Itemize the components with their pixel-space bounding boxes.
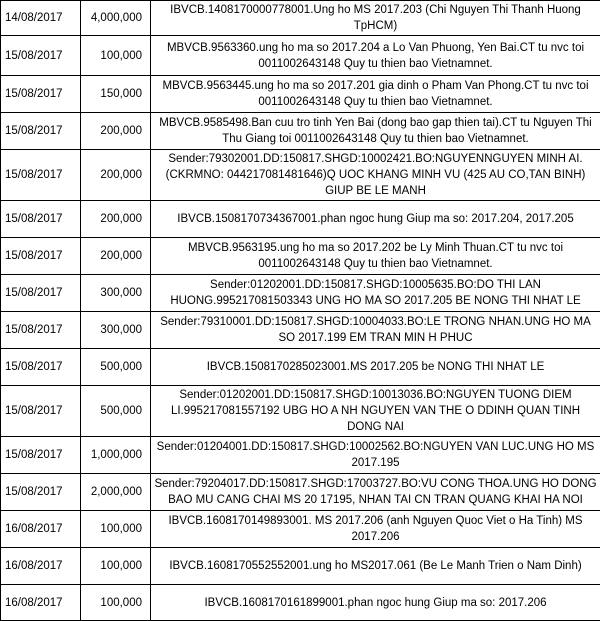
date-cell: 15/08/2017 <box>1 275 81 312</box>
description-cell: IBVCB.1608170149893001. MS 2017.206 (anh Nguyen Quoc Viet o Ha Tinh) MS 2017.206 <box>151 511 600 548</box>
table-row <box>1 1 600 36</box>
description-cell: MBVCB.9585498.Ban cuu tro tinh Yen Bai (dong bao gap thien tai).CT tu Nguyen Thi Thu Giang toi 0011002643148 Quy tu thien bao Vietnamnet. <box>151 113 600 150</box>
date-cell: 15/08/2017 <box>1 386 81 437</box>
table-row <box>1 201 600 238</box>
date-cell: 14/08/2017 <box>1 1 81 36</box>
description-cell: IBVCB.1408170000778001.Ung ho MS 2017.203 (Chi Nguyen Thi Thanh Huong TpHCM) <box>151 1 600 36</box>
description-cell: Sender:79302001.DD:150817.SHGD:10002421.BO:NGUYENNGUYEN MINH AI.(CKRMNO: 044217081481646)Q UOC KHANG MINH VU (425 AU CO,TAN BINH) GIUP BE LE MANH <box>151 150 600 201</box>
table-row <box>1 386 600 437</box>
table-row <box>1 474 600 511</box>
description-cell: MBVCB.9563195.ung ho ma so 2017.202 be Ly Minh Thuan.CT tu nvc toi 0011002643148 Quy tu thien bao Vietnamnet. <box>151 238 600 275</box>
date-cell: 16/08/2017 <box>1 548 81 585</box>
amount-cell: 100,000 <box>81 511 151 548</box>
amount-cell: 100,000 <box>81 585 151 621</box>
amount-cell: 2,000,000 <box>81 474 151 511</box>
table-row <box>1 113 600 150</box>
amount-cell: 200,000 <box>81 113 151 150</box>
table-row <box>1 312 600 349</box>
amount-cell: 300,000 <box>81 275 151 312</box>
description-cell: IBVCB.1508170734367001.phan ngoc hung Giup ma so: 2017.204, 2017.205 <box>151 201 600 238</box>
date-cell: 15/08/2017 <box>1 36 81 76</box>
amount-cell: 1,000,000 <box>81 437 151 474</box>
description-cell: IBVCB.1608170161899001.phan ngoc hung Giup ma so: 2017.206 <box>151 585 600 621</box>
description-cell: Sender:01202001.DD:150817.SHGD:10013036.BO:NGUYEN TUONG DIEM LI.995217081557192 UBG HO A NH NGUYEN VAN THE O DDINH QUAN TINH DONG NAI <box>151 386 600 437</box>
table-row <box>1 275 600 312</box>
date-cell: 16/08/2017 <box>1 511 81 548</box>
date-cell: 15/08/2017 <box>1 201 81 238</box>
description-cell: Sender:01202001.DD:150817.SHGD:10005635.BO:DO THI LAN HUONG.995217081503343 UNG HO MA SO 2017.205 BE NONG THI NHAT LE <box>151 275 600 312</box>
table-row <box>1 36 600 76</box>
description-cell: Sender:79310001.DD:150817.SHGD:10004033.BO:LE TRONG NHAN.UNG HO MA SO 2017.199 EM TRAN MIN H PHUC <box>151 312 600 349</box>
amount-cell: 200,000 <box>81 201 151 238</box>
description-cell: MBVCB.9563360.ung ho ma so 2017.204 a Lo Van Phuong, Yen Bai.CT tu nvc toi 0011002643148 Quy tu thien bao Vietnamnet. <box>151 36 600 76</box>
description-cell: Sender:79204017.DD:150817.SHGD:17003727.BO:VU CONG THOA.UNG HO DONG BAO MU CANG CHAI MS 20 17195, NHAN TAI CN TRAN QUANG KHAI HA NOI <box>151 474 600 511</box>
date-cell: 16/08/2017 <box>1 585 81 621</box>
description-cell: Sender:01204001.DD:150817.SHGD:10002562.BO:NGUYEN VAN LUC.UNG HO MS 2017.195 <box>151 437 600 474</box>
transactions-body <box>1 1 600 621</box>
amount-cell: 100,000 <box>81 36 151 76</box>
table-row <box>1 437 600 474</box>
date-cell: 15/08/2017 <box>1 437 81 474</box>
table-row <box>1 511 600 548</box>
table-row <box>1 585 600 621</box>
date-cell: 15/08/2017 <box>1 349 81 386</box>
date-cell: 15/08/2017 <box>1 238 81 275</box>
amount-cell: 4,000,000 <box>81 1 151 36</box>
date-cell: 15/08/2017 <box>1 312 81 349</box>
amount-cell: 200,000 <box>81 238 151 275</box>
date-cell: 15/08/2017 <box>1 113 81 150</box>
table-row <box>1 76 600 113</box>
description-cell: IBVCB.1508170285023001.MS 2017.205 be NONG THI NHAT LE <box>151 349 600 386</box>
date-cell: 15/08/2017 <box>1 474 81 511</box>
table-row <box>1 238 600 275</box>
amount-cell: 500,000 <box>81 349 151 386</box>
amount-cell: 200,000 <box>81 150 151 201</box>
amount-cell: 100,000 <box>81 548 151 585</box>
table-row <box>1 349 600 386</box>
description-cell: IBVCB.1608170552552001.ung ho MS2017.061 (Be Le Manh Trien o Nam Dinh) <box>151 548 600 585</box>
amount-cell: 500,000 <box>81 386 151 437</box>
date-cell: 15/08/2017 <box>1 150 81 201</box>
table-row <box>1 150 600 201</box>
description-cell: MBVCB.9563445.ung ho ma so 2017.201 gia dinh o Pham Van Phong.CT tu nvc toi 0011002643148 Quy tu thien bao Vietnamnet. <box>151 76 600 113</box>
amount-cell: 300,000 <box>81 312 151 349</box>
amount-cell: 150,000 <box>81 76 151 113</box>
date-cell: 15/08/2017 <box>1 76 81 113</box>
table-row <box>1 548 600 585</box>
